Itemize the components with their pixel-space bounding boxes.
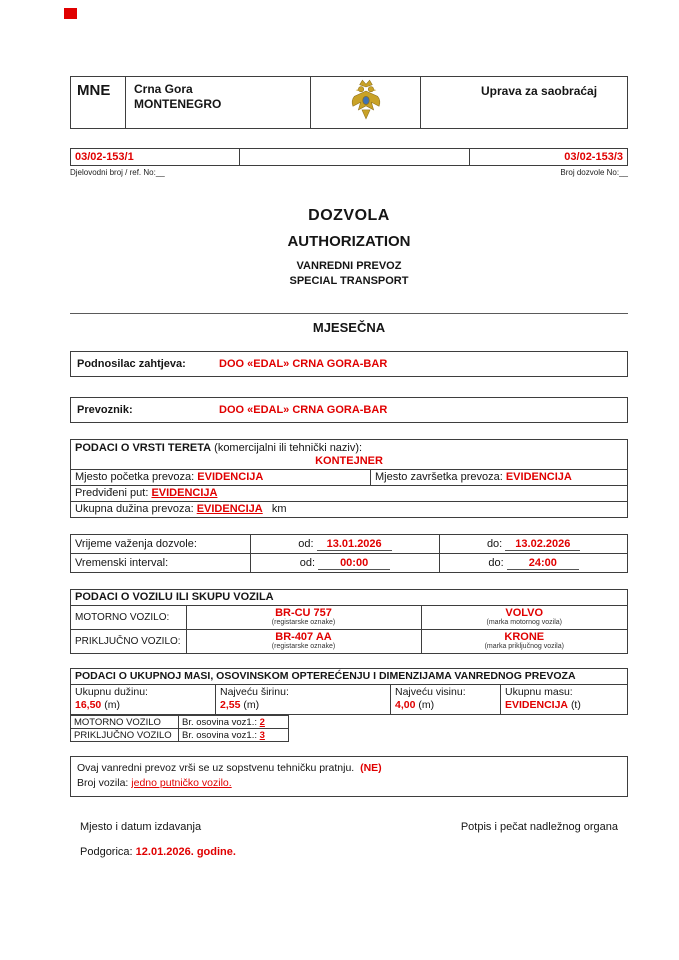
cargo-length-label: Ukupna dužina prevoza: [75, 503, 194, 515]
vehicle-table [71, 605, 627, 653]
cargo-length-value: EVIDENCIJA [196, 503, 263, 515]
escort-vehicles-value: jedno putničko vozilo. [131, 777, 232, 789]
cargo-route-value: EVIDENCIJA [151, 487, 218, 499]
interval-from-cell [250, 554, 440, 573]
total-mass-label: Ukupnu masu: [505, 686, 573, 698]
motor-axles-value: 2 [259, 716, 265, 728]
permit-number-label: Broj dozvole No:__ [560, 168, 628, 177]
total-length-label: Ukupnu dužinu: [75, 686, 148, 698]
cargo-end-cell [371, 470, 627, 485]
motor-brand: VOLVO [505, 607, 544, 619]
ref-number: 03/02-153/1 [75, 151, 134, 163]
max-height-cell [391, 685, 501, 714]
emblem-cell [311, 77, 421, 129]
interval-from-label: od: [299, 557, 315, 569]
trailer-vehicle-label: PRIKLJUČNO VOZILO: [71, 630, 186, 654]
montenegro-coat-of-arms-icon [348, 109, 384, 126]
motor-brand-note: (marka motornog vozila) [486, 619, 562, 626]
max-height-unit: (m) [418, 699, 435, 711]
cargo-header-title: PODACI O VRSTI TERETA [75, 442, 212, 454]
carrier-box [70, 397, 628, 423]
cargo-end-label: Mjesto završetka prevoza: [375, 471, 503, 483]
trailer-axles-vehicle-label: PRIKLJUČNO VOZILO [71, 729, 179, 742]
permit-number-box [470, 148, 628, 166]
authority-name: Uprava za saobraćaj [481, 84, 598, 98]
dimensions-header: PODACI O UKUPNOJ MASI, OSOVINSKOM OPTEREĆENJU I DIMENZIJAMA VANREDNOG PREVOZA [71, 669, 627, 685]
cargo-places-row [71, 469, 627, 485]
vehicle-section [70, 589, 628, 654]
motor-axles-row [71, 716, 289, 729]
trailer-plate-note: (registarske oznake) [271, 643, 336, 650]
total-mass-cell [501, 685, 627, 714]
trailer-plate-cell [186, 630, 421, 654]
trailer-vehicle-row [71, 630, 627, 654]
max-width-value: 2,55 [220, 699, 241, 711]
dimensions-row [71, 685, 627, 714]
footer-labels [70, 821, 628, 833]
motor-plate-cell [186, 606, 421, 630]
applicant-box [70, 351, 628, 377]
document-subtitle-en: SPECIAL TRANSPORT [289, 275, 409, 287]
validity-to-label: do: [486, 538, 503, 550]
validity-from-cell [250, 535, 440, 554]
applicant-value: DOO «EDAL» CRNA GORA-BAR [219, 358, 388, 370]
dimensions-section [70, 668, 628, 715]
issue-date: 12.01.2026. godine. [135, 846, 236, 858]
motor-brand-cell [421, 606, 627, 630]
cargo-header [71, 440, 627, 454]
max-height-value: 4,00 [395, 699, 416, 711]
country-code: MNE [77, 82, 111, 99]
cargo-header-note: (komercijalni ili tehnički naziv): [214, 442, 363, 454]
reference-row [70, 148, 628, 166]
country-code-cell [71, 77, 126, 129]
trailer-brand-cell [421, 630, 627, 654]
trailer-plate: BR-407 AA [275, 631, 332, 643]
validity-label-cell [71, 535, 251, 554]
country-name-en: MONTENEGRO [134, 97, 222, 111]
interval-row [71, 554, 628, 573]
separator-line [70, 313, 628, 314]
validity-label: Vrijeme važenja dozvole: [75, 538, 197, 550]
ref-number-box [70, 148, 240, 166]
escort-line1 [77, 761, 621, 776]
trailer-axles-label: Br. osovina voz1.: [182, 729, 257, 741]
axles-table [70, 715, 289, 742]
total-length-value: 16,50 [75, 699, 102, 711]
motor-plate: BR-CU 757 [275, 607, 332, 619]
cargo-type-value: KONTEJNER [315, 455, 383, 467]
permit-period: MJESEČNA [312, 320, 386, 335]
interval-to-cell [440, 554, 628, 573]
interval-from-value: 00:00 [340, 557, 369, 569]
total-length-cell [71, 685, 216, 714]
validity-row [71, 535, 628, 554]
validity-to-date: 13.02.2026 [515, 538, 571, 550]
cargo-end-value: EVIDENCIJA [505, 471, 572, 483]
escort-section [70, 756, 628, 797]
permit-number: 03/02-153/3 [564, 151, 623, 163]
validity-to-cell [440, 535, 628, 554]
escort-text: Ovaj vanredni prevoz vrši se uz sopstvenu tehničku pratnju. [77, 762, 355, 774]
motor-vehicle-label: MOTORNO VOZILO: [71, 606, 186, 630]
validity-table [70, 534, 628, 573]
document-title-en: AUTHORIZATION [287, 233, 411, 250]
max-width-label: Najveću širinu: [220, 686, 289, 698]
interval-label: Vremenski interval: [75, 557, 169, 569]
applicant-label: Podnosilac zahtjeva: [77, 358, 186, 370]
header-table [70, 76, 628, 129]
document-title: DOZVOLA [308, 207, 390, 224]
cargo-length-row [71, 501, 627, 517]
carrier-value: DOO «EDAL» CRNA GORA-BAR [219, 404, 388, 416]
validity-from-date: 13.01.2026 [326, 538, 382, 550]
escort-answer: (NE) [360, 762, 382, 774]
total-length-unit: (m) [104, 699, 120, 711]
motor-axles-vehicle-label: MOTORNO VOZILO [71, 716, 179, 729]
max-height-label: Najveću visinu: [395, 686, 466, 698]
issue-place-line [70, 846, 628, 858]
interval-label-cell [71, 554, 251, 573]
cargo-start-value: EVIDENCIJA [197, 471, 264, 483]
vehicle-header: PODACI O VOZILU ILI SKUPU VOZILA [75, 591, 274, 603]
country-name-local: Crna Gora [134, 82, 193, 96]
cargo-length-unit: km [271, 503, 287, 515]
ref-number-label: Djelovodni broj / ref. No:__ [70, 168, 165, 177]
trailer-axles-cell [179, 729, 289, 742]
cargo-route-label: Predviđeni put: [75, 487, 149, 499]
max-width-cell [216, 685, 391, 714]
issue-place-label: Mjesto i datum izdavanja [80, 821, 202, 833]
cargo-start-cell [71, 470, 371, 485]
cargo-section [70, 439, 628, 518]
validity-from-label: od: [298, 538, 314, 550]
reference-labels [70, 168, 628, 177]
escort-vehicles-label: Broj vozila: [77, 777, 129, 789]
interval-to-label: do: [488, 557, 504, 569]
escort-line2 [77, 776, 621, 791]
trailer-axles-row [71, 729, 289, 742]
total-mass-value: EVIDENCIJA [505, 699, 569, 711]
interval-to-value: 24:00 [528, 557, 557, 569]
max-width-unit: (m) [243, 699, 260, 711]
document-subtitle: VANREDNI PREVOZ [296, 260, 402, 272]
total-mass-unit: (t) [570, 699, 581, 711]
cargo-start-label: Mjesto početka prevoza: [75, 471, 195, 483]
issue-city: Podgorica: [80, 846, 133, 858]
trailer-axles-value: 3 [259, 729, 265, 741]
authority-cell [421, 77, 628, 129]
motor-axles-label: Br. osovina voz1.: [182, 716, 257, 728]
signature-label: Potpis i pečat nadležnog organa [460, 821, 618, 833]
motor-plate-note: (registarske oznake) [271, 619, 336, 626]
cargo-type-row [71, 454, 627, 469]
cargo-route-row [71, 485, 627, 501]
motor-vehicle-row [71, 606, 627, 630]
motor-axles-cell [179, 716, 289, 729]
ref-empty-box [240, 148, 470, 166]
carrier-label: Prevoznik: [77, 404, 133, 416]
country-name-cell [126, 77, 311, 129]
trailer-brand: KRONE [504, 631, 545, 643]
trailer-brand-note: (marka priključnog vozila) [484, 643, 564, 650]
